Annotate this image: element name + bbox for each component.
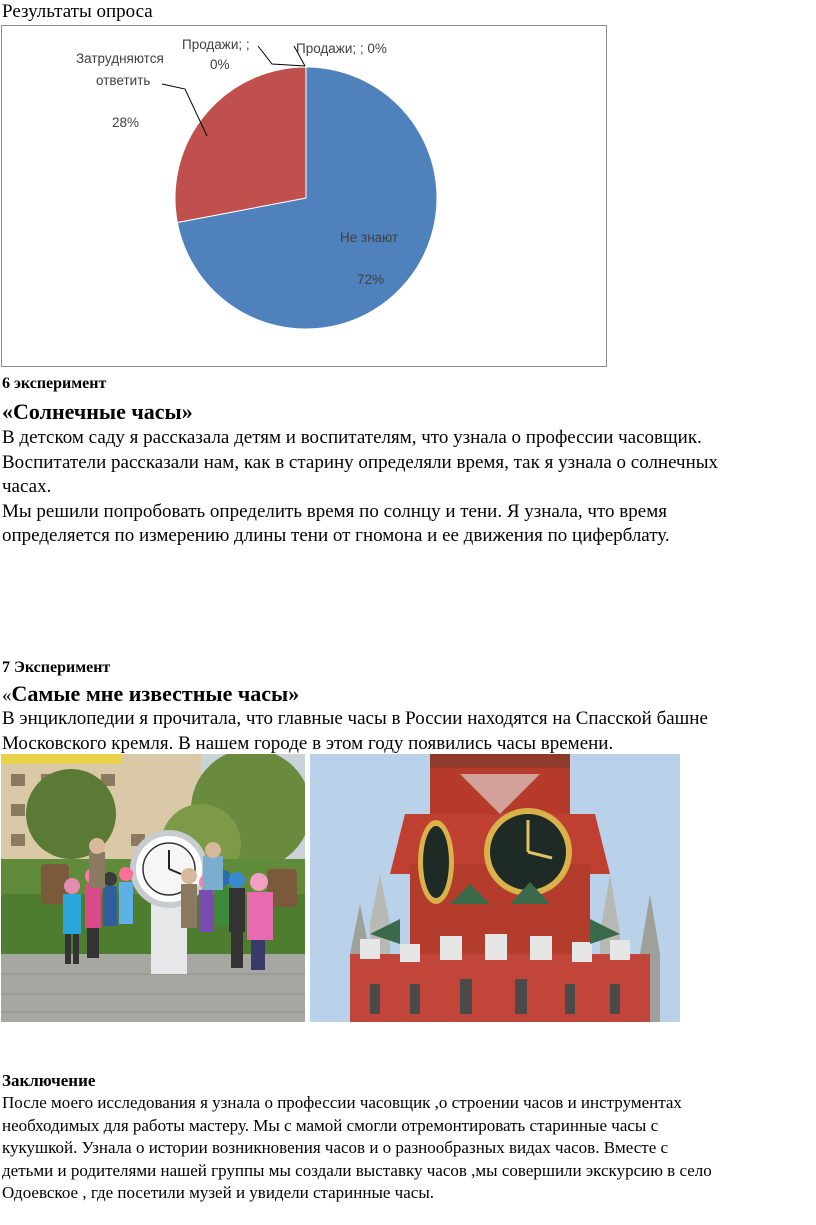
conclusion-text <box>2 1092 810 1205</box>
pie-chart <box>1 25 607 367</box>
label-sales1-line1: Продажи; ; <box>182 37 250 52</box>
label-dont-know-pct: 72% <box>357 272 385 287</box>
label-dont-know-name: Не знают <box>340 230 399 245</box>
exp6-title: «Солнечные часы» <box>2 399 193 424</box>
exp6-line: Мы решили попробовать определить время по солнцу и тени. Я узнала, что время <box>2 500 667 522</box>
exp7-line: Московского кремля. В нашем городе в этом году появились часы времени. <box>2 732 614 754</box>
pie-chart-svg <box>2 26 608 368</box>
label-hard-pct: 28% <box>112 115 140 130</box>
label-hard-line2: ответить <box>96 73 151 88</box>
conclusion-line: Одоевское , где посетили музей и увидели старинные часы. <box>2 1183 434 1202</box>
photo-spasskaya-tower <box>310 754 680 1022</box>
page-heading: Результаты опроса <box>2 1 153 22</box>
label-sales2: Продажи; ; 0% <box>296 41 387 56</box>
exp6-text <box>2 426 810 549</box>
exp6-number: 6 эксперимент <box>2 375 107 392</box>
exp6-line: часах. <box>2 476 52 497</box>
photo-children-clock <box>1 754 305 1022</box>
exp6-line: В детском саду я рассказала детям и воспитателям, что узнала о профессии часовщик. <box>2 427 702 448</box>
label-hard-line1: Затрудняются <box>76 51 164 66</box>
label-sales1-line2: 0% <box>210 57 230 72</box>
exp7-line: В энциклопедии я прочитала, что главные часы в России находятся на Спасской башне <box>2 708 708 729</box>
pie-slice-1 <box>175 67 306 223</box>
conclusion-title: Заключение <box>2 1071 96 1090</box>
exp6-line: Воспитатели рассказали нам, как в старину определяли время, так я узнала о солнечных <box>2 451 719 473</box>
conclusion-line: детьми и родителями нашей группы мы создали выставку часов ,мы совершили экскурсию в село <box>2 1160 712 1180</box>
exp7-title-line <box>2 681 299 709</box>
conclusion-line: необходимых для работы мастеру. Мы с мамой смогли отремонтировать старинные часы с <box>2 1115 659 1135</box>
conclusion-line: После моего исследования я узнала о профессии часовщик ,о строении часов и инструментах <box>2 1093 682 1112</box>
exp7-title: Самые мне известные часы» <box>11 681 300 706</box>
exp7-number: 7 Эксперимент <box>2 659 111 676</box>
conclusion-line: кукушкой. Узнала о истории возникновения часов и о разнообразных видах часов. Вместе с <box>2 1138 669 1157</box>
exp7-quote-open: « <box>2 685 12 706</box>
exp7-text <box>2 707 810 756</box>
exp6-line: определяется по измерению длины тени от гномона и ее движения по циферблату. <box>2 525 670 546</box>
